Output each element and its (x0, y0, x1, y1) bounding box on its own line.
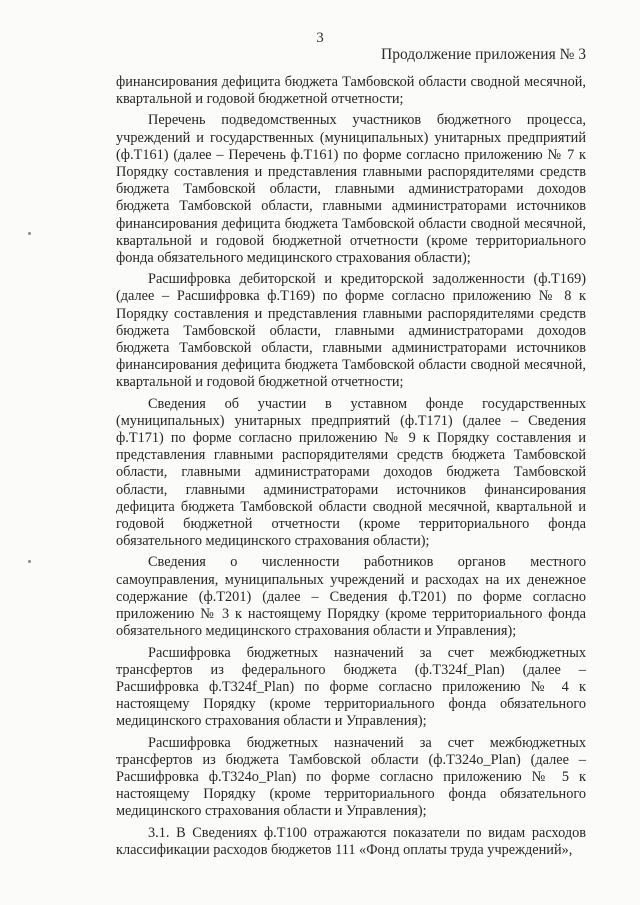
paragraph-svedeniya-t171: Сведения об участии в уставном фонде государственных (муниципальных) унитарных предприятий (ф.Т171) (далее – Сведения ф.Т171) по форме согласно приложению № 9 к Порядку составления и представления главными распорядителями средств бюджета Тамбовской области, главными администраторами доходов бюджета Тамбовской области, главными администраторами источников финансирования дефицита бюджета Тамбовской области сводной месячной, квартальной и годовой бюджетной отчетности (кроме территориального фонда обязательного медицинского страхования области); (116, 395, 586, 550)
page-number: 3 (316, 30, 324, 46)
appendix-continuation-note: Продолжение приложения № 3 (381, 46, 586, 63)
paragraph-rasshifrovka-t169: Расшифровка дебиторской и кредиторской задолженности (ф.Т169) (далее – Расшифровка ф.Т169) по форме согласно приложению № 8 к Порядку составления и представления главными распорядителями средств бюджета Тамбовской области, главными администраторами доходов бюджета Тамбовской области, главными администраторами источников финансирования дефицита бюджета Тамбовской области сводной месячной, квартальной и годовой бюджетной отчетности; (116, 271, 586, 391)
paragraph-continuation: финансирования дефицита бюджета Тамбовской области сводной месячной, квартальной и годовой бюджетной отчетности; (116, 74, 586, 108)
paragraph-svedeniya-t201: Сведения о численности работников органов местного самоуправления, муниципальных учреждений и расходах на их денежное содержание (ф.Т201) (далее – Сведения ф.Т201) по форме согласно приложению № 3 к настоящему Порядку (кроме территориального фонда обязательного медицинского страхования области и Управления); (116, 554, 586, 640)
scan-speck-mark (28, 560, 31, 563)
scan-speck-mark (28, 232, 31, 235)
paragraph-perechen-t161: Перечень подведомственных участников бюджетного процесса, учреждений и государственных (муниципальных) унитарных предприятий (ф.Т161) (далее – Перечень ф.Т161) по форме согласно приложению № 7 к Порядку составления и представления главными распорядителями средств бюджета Тамбовской области, главными администраторами доходов бюджета Тамбовской области, главными администраторами источников финансирования дефицита бюджета Тамбовской области сводной месячной, квартальной и годовой бюджетной отчетности (кроме территориального фонда обязательного медицинского страхования области); (116, 112, 586, 267)
document-body (116, 74, 586, 862)
paragraph-rasshifrovka-t324f: Расшифровка бюджетных назначений за счет межбюджетных трансфертов из федерального бюджета (ф.Т324f_Plan) (далее – Расшифровка ф.Т324f_Plan) по форме согласно приложению № 4 к настоящему Порядку (кроме территориального фонда обязательного медицинского страхования области и Управления); (116, 644, 586, 730)
paragraph-section-3-1: 3.1. В Сведениях ф.Т100 отражаются показатели по видам расходов классификации расходов бюджетов 111 «Фонд оплаты труда учреждений», (116, 824, 586, 858)
paragraph-rasshifrovka-t324o: Расшифровка бюджетных назначений за счет межбюджетных трансфертов из бюджета Тамбовской области (ф.Т324о_Plan) (далее – Расшифровка ф.Т324о_Plan) по форме согласно приложению № 5 к настоящему Порядку (кроме территориального фонда обязательного медицинского страхования области и Управления); (116, 734, 586, 820)
